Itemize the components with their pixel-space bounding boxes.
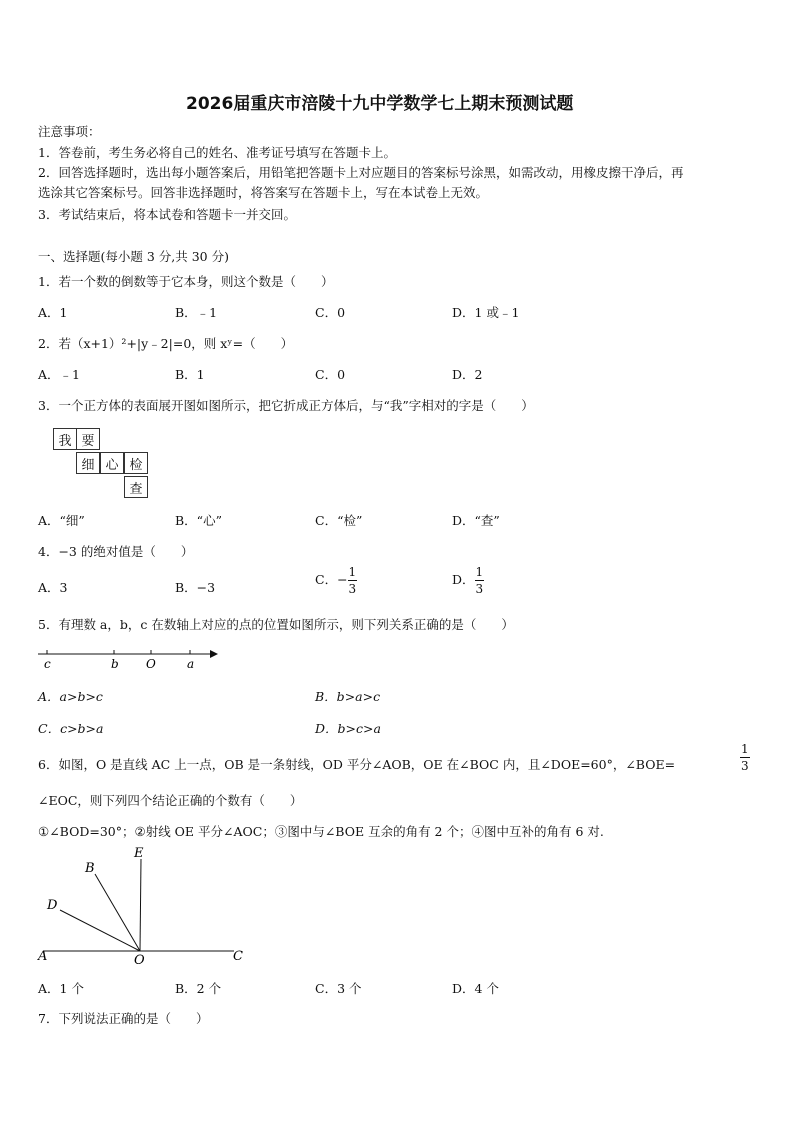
notice-heading: 注意事项： <box>38 124 101 139</box>
q3-option-d: D．“查” <box>452 513 500 528</box>
q5-option-b: B．b>a>c <box>315 689 381 704</box>
question-4-stem: 4．−3 的绝对值是（ ） <box>38 544 194 559</box>
notice-item: 选涂其它答案标号。回答非选择题时，将答案写在答题卡上，写在本试卷上无效。 <box>38 185 489 200</box>
label-b: b <box>111 657 119 671</box>
q2-option-b: B．1 <box>175 367 205 382</box>
q1-option-a: A．1 <box>38 305 68 320</box>
question-3-stem: 3．一个正方体的表面展开图如图所示，把它折成正方体后，与“我”字相对的字是（ ） <box>38 398 534 413</box>
label-d: D <box>47 898 58 913</box>
question-2-stem: 2．若（x+1）²+|y﹣2|=0，则 xʸ=（ ） <box>38 336 294 351</box>
section-heading: 一、选择题(每小题 3 分,共 30 分) <box>38 249 229 264</box>
q5-option-a: A．a>b>c <box>38 689 103 704</box>
q2-option-d: D．2 <box>452 367 483 382</box>
q3-option-c: C．“检” <box>315 513 363 528</box>
q3-option-a: A．“细” <box>38 513 85 528</box>
net-cell: 查 <box>124 476 148 498</box>
q6-option-a: A．1 个 <box>38 981 84 996</box>
notice-item: 1．答卷前，考生务必将自己的姓名、准考证号填写在答题卡上。 <box>38 145 396 160</box>
q1-option-d: D．1 或﹣1 <box>452 305 520 320</box>
label-b: B <box>85 861 95 876</box>
fraction: $\frac{1}{3}$ <box>475 565 484 596</box>
question-7-stem: 7．下列说法正确的是（ ） <box>38 1011 209 1026</box>
page-title: 2026届重庆市涪陵十九中学数学七上期末预测试题 <box>186 94 574 114</box>
q5-option-c: C．c>b>a <box>38 721 104 736</box>
number-line-arrow <box>210 650 218 658</box>
angle-figure <box>34 843 254 968</box>
label-a: A <box>38 949 48 964</box>
q4-option-a: A．3 <box>38 580 68 595</box>
label-c: C <box>233 949 243 964</box>
net-cell: 心 <box>100 452 124 474</box>
q6-option-b: B．2 个 <box>175 981 222 996</box>
question-1-stem: 1．若一个数的倒数等于它本身，则这个数是（ ） <box>38 274 334 289</box>
q6-option-d: D．4 个 <box>452 981 499 996</box>
ray-oe <box>140 859 141 951</box>
net-cell: 检 <box>124 452 148 474</box>
q3-option-b: B．“心” <box>175 513 222 528</box>
q2-option-c: C．0 <box>315 367 346 382</box>
net-cell: 细 <box>76 452 100 474</box>
fraction: $\frac{1}{3}$ <box>348 565 357 596</box>
q4-option-d: D． $\frac{1}{3}$ <box>452 565 484 596</box>
label-o: O <box>146 657 156 671</box>
net-cell: 要 <box>76 428 100 450</box>
question-5-stem: 5．有理数 a，b，c 在数轴上对应的点的位置如图所示，则下列关系正确的是（ ） <box>38 617 514 632</box>
label-e: E <box>134 846 144 861</box>
q1-option-c: C．0 <box>315 305 346 320</box>
question-6-stem: 6．如图，O 是直线 AC 上一点，OB 是一条射线，OD 平分∠AOB，OE 在∠BOC 内，且∠DOE=60°，∠BOE= <box>38 757 676 772</box>
label-a: a <box>187 657 195 671</box>
net-cell: 我 <box>53 428 77 450</box>
number-line-figure <box>34 645 224 673</box>
label-c: c <box>44 657 51 671</box>
q2-option-a: A．﹣1 <box>38 367 80 382</box>
notice-item: 2．回答选择题时，选出每小题答案后，用铅笔把答题卡上对应题目的答案标号涂黑，如需改动，用橡皮擦干净后，再 <box>38 165 684 180</box>
label-o: O <box>134 953 145 968</box>
q5-option-d: D．b>c>a <box>315 721 381 736</box>
question-6-stem-cont: ∠EOC，则下列四个结论正确的个数有（ ） <box>38 793 303 808</box>
notice-item: 3．考试结束后，将本试卷和答题卡一并交回。 <box>38 207 296 222</box>
q1-option-b: B．﹣1 <box>175 305 218 320</box>
question-6-conclusions: ①∠BOD=30°；②射线 OE 平分∠AOC；③图中与∠BOE 互余的角有 2 个；④图中互补的角有 6 对. <box>38 824 604 839</box>
fraction: $\frac{1}{3}$ <box>741 742 749 773</box>
q4-option-c: C．− $\frac{1}{3}$ <box>315 565 357 596</box>
q4-option-b: B．−3 <box>175 580 216 595</box>
q6-option-c: C．3 个 <box>315 981 362 996</box>
